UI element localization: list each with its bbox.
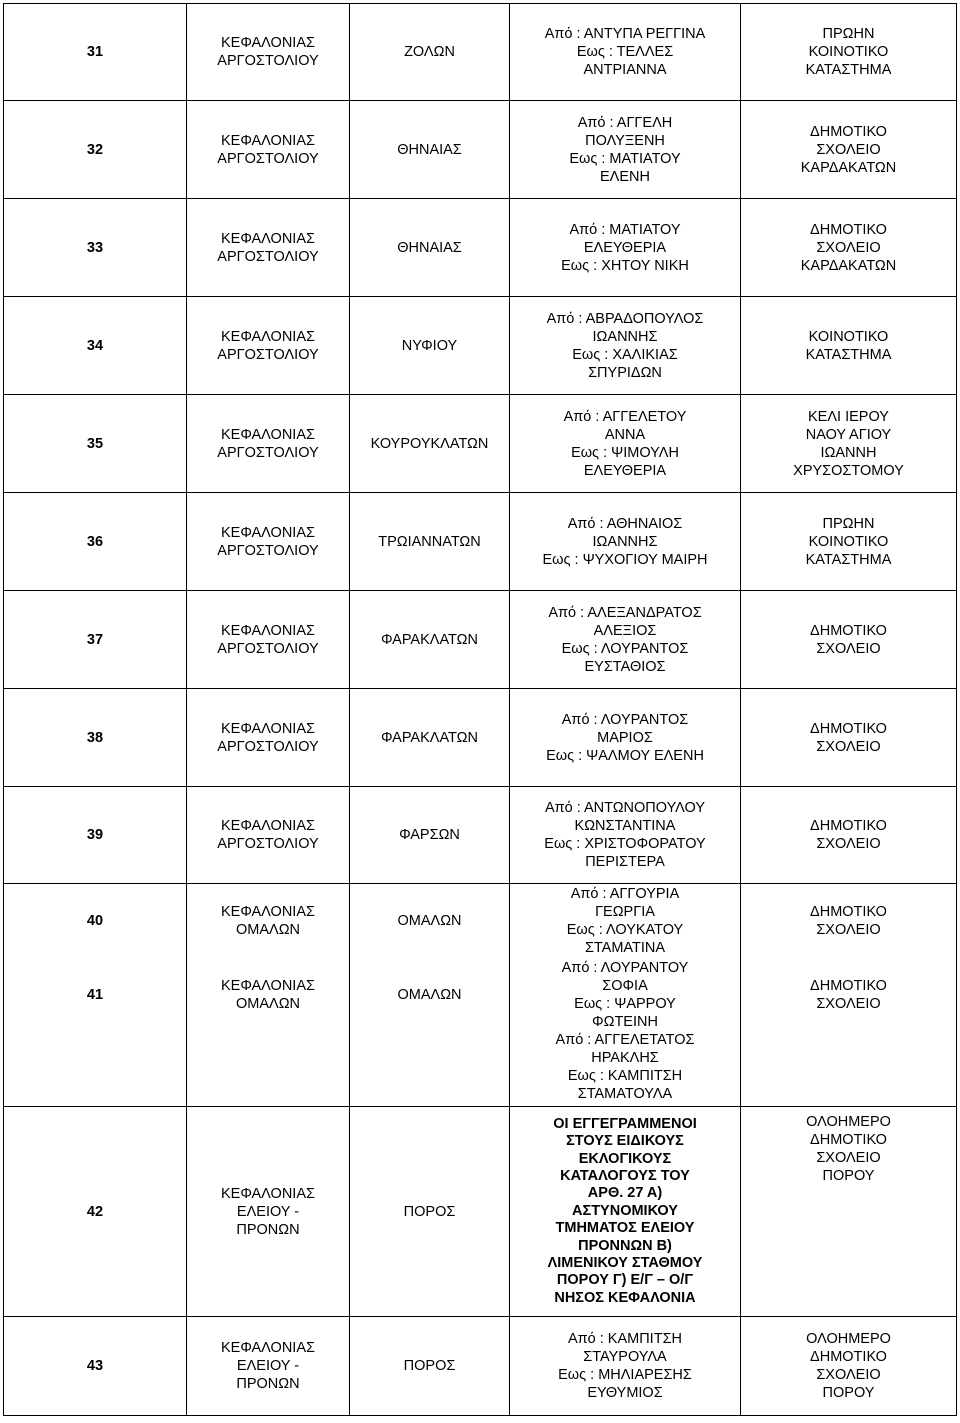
region-cell: ΚΕΦΑΛΟΝΙΑΣ ΑΡΓΟΣΤΟΛΙΟΥ (187, 395, 350, 493)
table-row (4, 884, 957, 959)
region-cell: ΚΕΦΑΛΟΝΙΑΣ ΑΡΓΟΣΤΟΛΙΟΥ (187, 101, 350, 199)
voter-range-cell: Από : ΛΟΥΡΑΝΤΟΥ ΣΟΦΙΑ Εως : ΨΑΡΡΟΥ ΦΩΤΕΙΝΗ (510, 959, 741, 1031)
table-row (4, 1107, 957, 1317)
table-row (4, 1031, 957, 1107)
region-cell: ΚΕΦΑΛΟΝΙΑΣ ΕΛΕΙΟΥ - ΠΡΟΝΩΝ (187, 1317, 350, 1416)
area-cell (350, 1031, 510, 1107)
table-row (4, 493, 957, 591)
table-row (4, 395, 957, 493)
location-cell: ΔΗΜΟΤΙΚΟ ΣΧΟΛΕΙΟ (741, 591, 957, 689)
row-number: 32 (4, 101, 187, 199)
voter-range-cell: Από : ΑΒΡΑΔΟΠΟΥΛΟΣ ΙΩΑΝΝΗΣ Εως : ΧΑΛΙΚΙΑΣ ΣΠΥΡΙΔΩΝ (510, 297, 741, 395)
location-cell: ΚΕΛΙ ΙΕΡΟΥ ΝΑΟΥ ΑΓΙΟΥ ΙΩΑΝΝΗ ΧΡΥΣΟΣΤΟΜΟΥ (741, 395, 957, 493)
location-cell: ΠΡΩΗΝ ΚΟΙΝΟΤΙΚΟ ΚΑΤΑΣΤΗΜΑ (741, 4, 957, 101)
voter-range-cell: ΟΙ ΕΓΓΕΓΡΑΜΜΕΝΟΙ ΣΤΟΥΣ ΕΙΔΙΚΟΥΣ ΕΚΛΟΓΙΚΟΥΣ ΚΑΤΑΛΟΓΟΥΣ ΤΟΥ ΑΡΘ. 27 Α) ΑΣΤΥΝΟΜΙΚΟΥ ΤΜΗΜΑΤΟΣ ΕΛΕΙΟΥ ΠΡΟΝΝΩΝ Β) ΛΙΜΕΝΙΚΟΥ ΣΤΑΘΜΟΥ ΠΟΡΟΥ Γ) Ε/Γ – Ο/Γ ΝΗΣΟΣ ΚΕΦΑΛΟΝΙΑ (510, 1107, 741, 1317)
row-number: 31 (4, 4, 187, 101)
voter-range-cell: Από : ΛΟΥΡΑΝΤΟΣ ΜΑΡΙΟΣ Εως : ΨΑΛΜΟΥ ΕΛΕΝΗ (510, 689, 741, 787)
area-cell: ΠΟΡΟΣ (350, 1317, 510, 1416)
location-cell: ΠΡΩΗΝ ΚΟΙΝΟΤΙΚΟ ΚΑΤΑΣΤΗΜΑ (741, 493, 957, 591)
area-cell: ΘΗΝΑΙΑΣ (350, 199, 510, 297)
row-number: 38 (4, 689, 187, 787)
region-cell: ΚΕΦΑΛΟΝΙΑΣ ΑΡΓΟΣΤΟΛΙΟΥ (187, 493, 350, 591)
area-cell: ΚΟΥΡΟΥΚΛΑΤΩΝ (350, 395, 510, 493)
location-cell: ΔΗΜΟΤΙΚΟ ΣΧΟΛΕΙΟ (741, 787, 957, 884)
region-cell: ΚΕΦΑΛΟΝΙΑΣ ΑΡΓΟΣΤΟΛΙΟΥ (187, 4, 350, 101)
location-cell: ΔΗΜΟΤΙΚΟ ΣΧΟΛΕΙΟ (741, 689, 957, 787)
voter-range-cell: Από : ΑΛΕΞΑΝΔΡΑΤΟΣ ΑΛΕΞΙΟΣ Εως : ΛΟΥΡΑΝΤΟΣ ΕΥΣΤΑΘΙΟΣ (510, 591, 741, 689)
region-cell: ΚΕΦΑΛΟΝΙΑΣ ΑΡΓΟΣΤΟΛΙΟΥ (187, 689, 350, 787)
location-cell (741, 1031, 957, 1107)
area-cell: ΦΑΡΑΚΛΑΤΩΝ (350, 591, 510, 689)
area-cell: ΝΥΦΙΟΥ (350, 297, 510, 395)
table-row (4, 689, 957, 787)
voter-range-cell: Από : ΑΝΤΩΝΟΠΟΥΛΟΥ ΚΩΝΣΤΑΝΤΙΝΑ Εως : ΧΡΙΣΤΟΦΟΡΑΤΟΥ ΠΕΡΙΣΤΕΡΑ (510, 787, 741, 884)
area-cell: ΦΑΡΣΩΝ (350, 787, 510, 884)
polling-stations-table (3, 3, 957, 1416)
area-cell: ΦΑΡΑΚΛΑΤΩΝ (350, 689, 510, 787)
region-cell (187, 1031, 350, 1107)
voter-range-cell: Από : ΑΓΓΟΥΡΙΑ ΓΕΩΡΓΙΑ Εως : ΛΟΥΚΑΤΟΥ ΣΤΑΜΑΤΙΝΑ (510, 884, 741, 959)
location-cell: ΔΗΜΟΤΙΚΟ ΣΧΟΛΕΙΟ (741, 959, 957, 1031)
region-cell: ΚΕΦΑΛΟΝΙΑΣ ΑΡΓΟΣΤΟΛΙΟΥ (187, 199, 350, 297)
row-number: 37 (4, 591, 187, 689)
location-cell: ΚΟΙΝΟΤΙΚΟ ΚΑΤΑΣΤΗΜΑ (741, 297, 957, 395)
row-number: 39 (4, 787, 187, 884)
row-number: 43 (4, 1317, 187, 1416)
region-cell: ΚΕΦΑΛΟΝΙΑΣ ΟΜΑΛΩΝ (187, 884, 350, 959)
region-cell: ΚΕΦΑΛΟΝΙΑΣ ΟΜΑΛΩΝ (187, 959, 350, 1031)
voter-range-cell: Από : ΚΑΜΠΙΤΣΗ ΣΤΑΥΡΟΥΛΑ Εως : ΜΗΛΙΑΡΕΣΗΣ ΕΥΘΥΜΙΟΣ (510, 1317, 741, 1416)
table-row (4, 959, 957, 1031)
area-cell: ΠΟΡΟΣ (350, 1107, 510, 1317)
area-cell: ΟΜΑΛΩΝ (350, 884, 510, 959)
area-cell: ΘΗΝΑΙΑΣ (350, 101, 510, 199)
voter-range-cell: Από : ΑΓΓΕΛΗ ΠΟΛΥΞΕΝΗ Εως : ΜΑΤΙΑΤΟΥ ΕΛΕΝΗ (510, 101, 741, 199)
voter-range-cell: Από : ΑΓΓΕΛΕΤΑΤΟΣ ΗΡΑΚΛΗΣ Εως : ΚΑΜΠΙΤΣΗ ΣΤΑΜΑΤΟΥΛΑ (510, 1031, 741, 1107)
voter-range-cell: Από : ΑΝΤΥΠΑ ΡΕΓΓΙΝΑ Εως : ΤΕΛΛΕΣ ΑΝΤΡΙΑΝΝΑ (510, 4, 741, 101)
row-number: 36 (4, 493, 187, 591)
table-row (4, 101, 957, 199)
row-number: 42 (4, 1107, 187, 1317)
region-cell: ΚΕΦΑΛΟΝΙΑΣ ΑΡΓΟΣΤΟΛΙΟΥ (187, 787, 350, 884)
voter-range-cell: Από : ΑΓΓΕΛΕΤΟΥ ΑΝΝΑ Εως : ΨΙΜΟΥΛΗ ΕΛΕΥΘΕΡΙΑ (510, 395, 741, 493)
row-number: 40 (4, 884, 187, 959)
area-cell: ΟΜΑΛΩΝ (350, 959, 510, 1031)
row-number: 34 (4, 297, 187, 395)
row-number (4, 1031, 187, 1107)
table-row (4, 787, 957, 884)
area-cell: ΖΟΛΩΝ (350, 4, 510, 101)
table-body (4, 4, 957, 1416)
table-row (4, 297, 957, 395)
location-cell: ΟΛΟΗΜΕΡΟ ΔΗΜΟΤΙΚΟ ΣΧΟΛΕΙΟ ΠΟΡΟΥ (741, 1317, 957, 1416)
region-cell: ΚΕΦΑΛΟΝΙΑΣ ΑΡΓΟΣΤΟΛΙΟΥ (187, 591, 350, 689)
voter-range-cell: Από : ΜΑΤΙΑΤΟΥ ΕΛΕΥΘΕΡΙΑ Εως : ΧΗΤΟΥ ΝΙΚΗ (510, 199, 741, 297)
row-number: 35 (4, 395, 187, 493)
row-number: 33 (4, 199, 187, 297)
location-cell: ΔΗΜΟΤΙΚΟ ΣΧΟΛΕΙΟ ΚΑΡΔΑΚΑΤΩΝ (741, 199, 957, 297)
table-row (4, 591, 957, 689)
location-cell: ΔΗΜΟΤΙΚΟ ΣΧΟΛΕΙΟ ΚΑΡΔΑΚΑΤΩΝ (741, 101, 957, 199)
region-cell: ΚΕΦΑΛΟΝΙΑΣ ΕΛΕΙΟΥ - ΠΡΟΝΩΝ (187, 1107, 350, 1317)
location-cell: ΟΛΟΗΜΕΡΟ ΔΗΜΟΤΙΚΟ ΣΧΟΛΕΙΟ ΠΟΡΟΥ (741, 1107, 957, 1317)
location-cell: ΔΗΜΟΤΙΚΟ ΣΧΟΛΕΙΟ (741, 884, 957, 959)
row-number: 41 (4, 959, 187, 1031)
table-row (4, 4, 957, 101)
voter-range-cell: Από : ΑΘΗΝΑΙΟΣ ΙΩΑΝΝΗΣ Εως : ΨΥΧΟΓΙΟΥ ΜΑΙΡΗ (510, 493, 741, 591)
region-cell: ΚΕΦΑΛΟΝΙΑΣ ΑΡΓΟΣΤΟΛΙΟΥ (187, 297, 350, 395)
table-row (4, 199, 957, 297)
table-row (4, 1317, 957, 1416)
area-cell: ΤΡΩΙΑΝΝΑΤΩΝ (350, 493, 510, 591)
